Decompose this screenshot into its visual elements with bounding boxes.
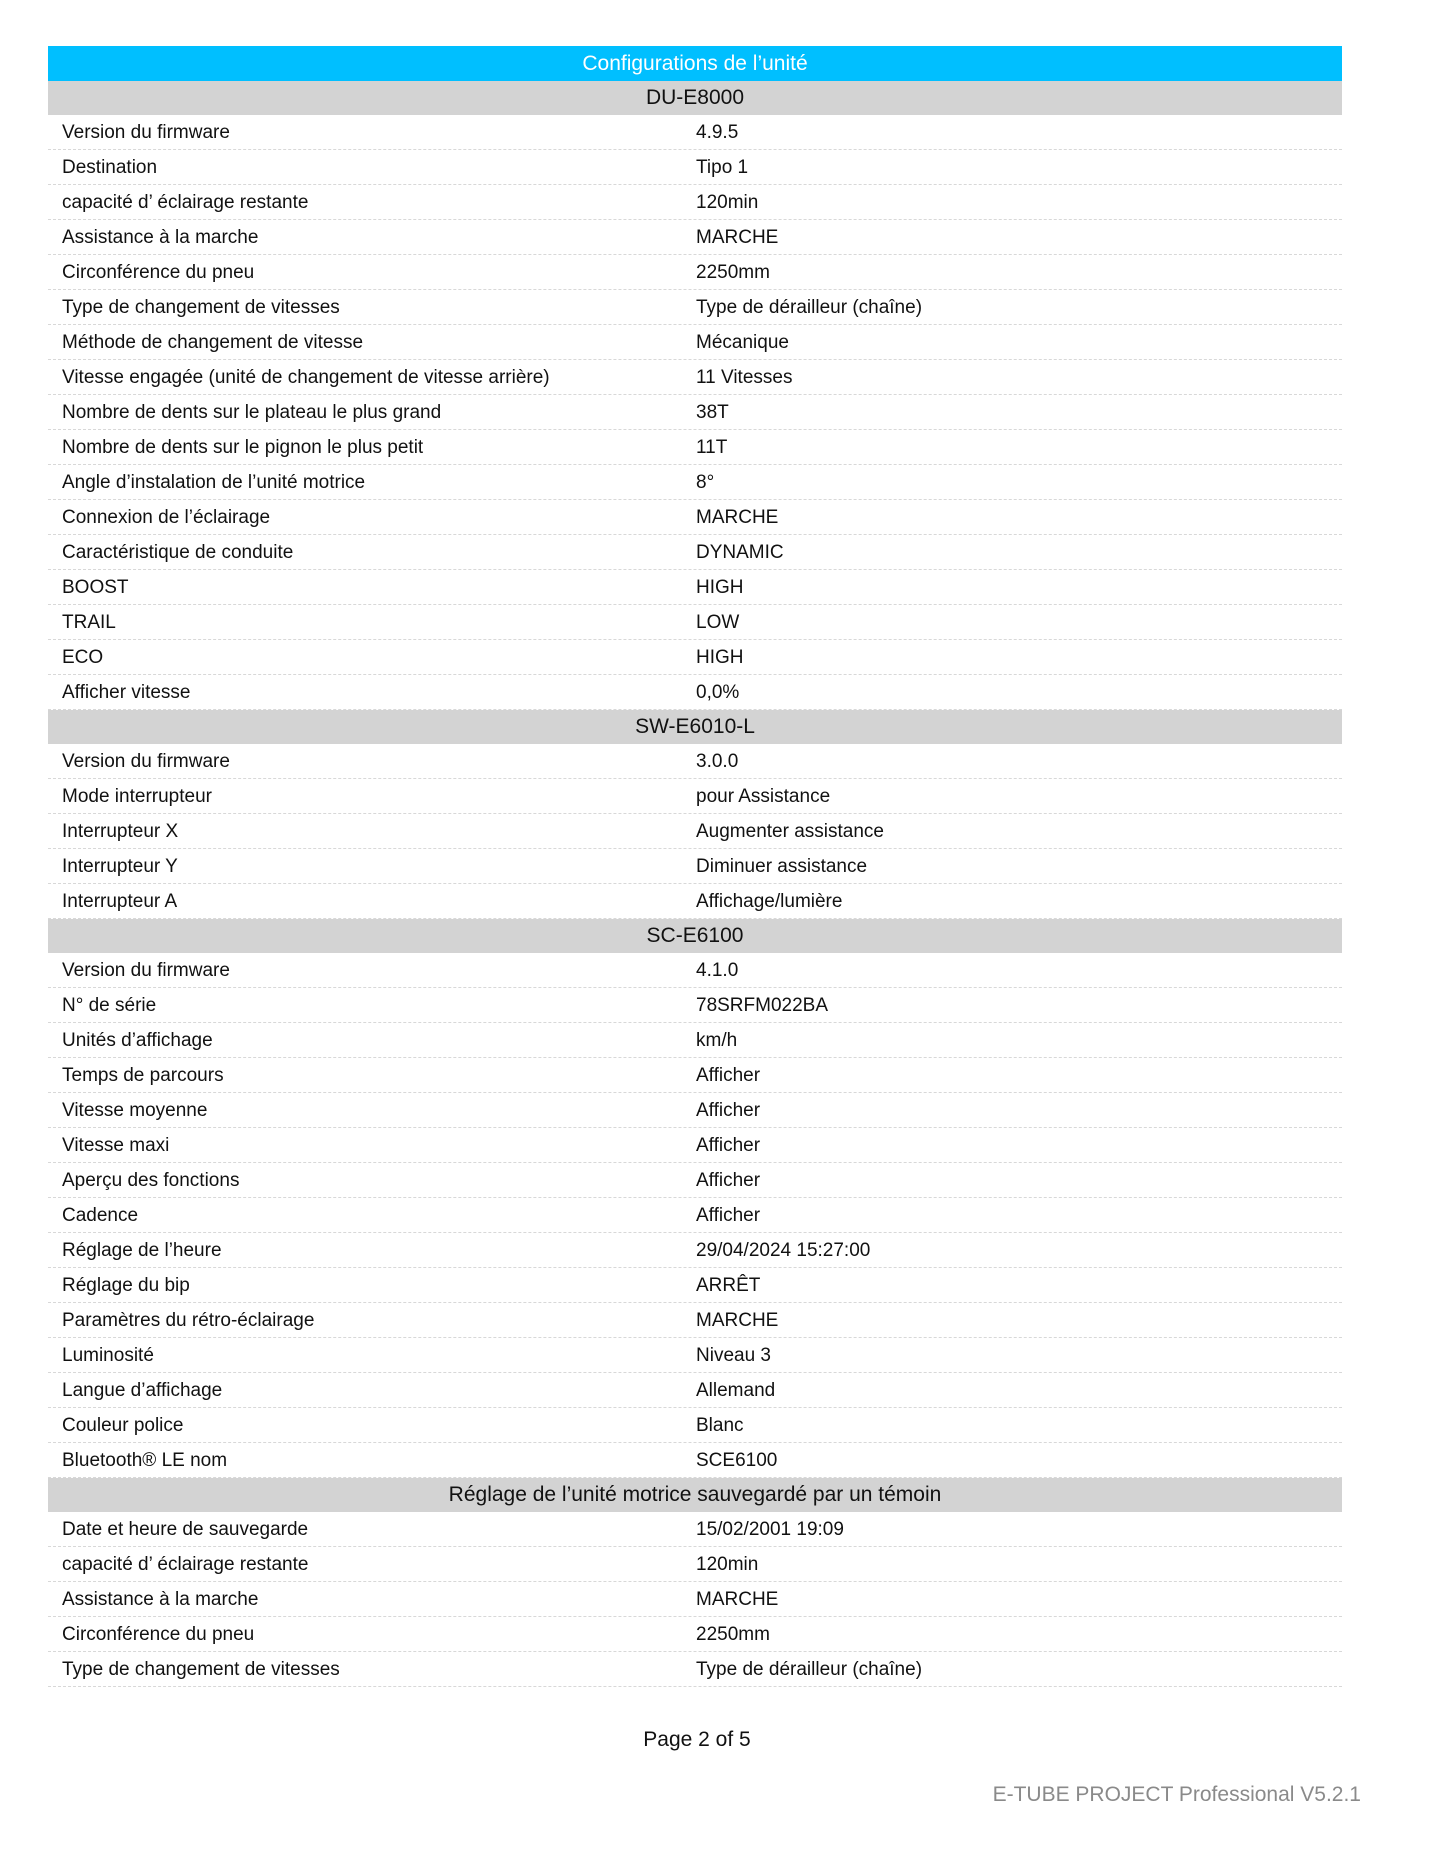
- table-row: [48, 1617, 1342, 1652]
- setting-label: Assistance à la marche: [62, 227, 259, 248]
- table-row: [48, 988, 1342, 1023]
- setting-label: Paramètres du rétro-éclairage: [62, 1310, 315, 1331]
- configuration-sheet: [48, 46, 1342, 1687]
- setting-value: Afficher: [696, 1170, 761, 1191]
- table-row: [48, 1373, 1342, 1408]
- app-version-label: E-TUBE PROJECT Professional V5.2.1: [992, 1783, 1361, 1806]
- table-row: [48, 1338, 1342, 1373]
- table-row: [48, 1093, 1342, 1128]
- setting-label: Cadence: [62, 1205, 139, 1226]
- setting-label: Afficher vitesse: [62, 682, 191, 703]
- section-header: Réglage de l’unité motrice sauvegardé par un témoin: [48, 1478, 1342, 1512]
- setting-value: Augmenter assistance: [696, 821, 884, 842]
- setting-value: 15/02/2001 19:09: [696, 1519, 844, 1540]
- setting-label: TRAIL: [62, 612, 116, 633]
- setting-label: Luminosité: [62, 1345, 154, 1366]
- setting-value: MARCHE: [696, 227, 779, 248]
- setting-label: Version du firmware: [62, 960, 230, 981]
- setting-value: 3.0.0: [696, 751, 739, 772]
- setting-label: Méthode de changement de vitesse: [62, 332, 364, 353]
- table-row: [48, 640, 1342, 675]
- setting-value: 29/04/2024 15:27:00: [696, 1240, 871, 1261]
- table-row: [48, 849, 1342, 884]
- setting-value: Diminuer assistance: [696, 856, 868, 877]
- setting-label: Vitesse engagée (unité de changement de vitesse arrière): [62, 367, 550, 388]
- setting-value: 78SRFM022BA: [696, 995, 829, 1016]
- table-row: [48, 325, 1342, 360]
- section-header: SW-E6010-L: [48, 710, 1342, 744]
- table-row: [48, 150, 1342, 185]
- table-row: [48, 1198, 1342, 1233]
- setting-label: Version du firmware: [62, 751, 230, 772]
- table-row: [48, 1512, 1342, 1547]
- setting-value: 4.1.0: [696, 960, 739, 981]
- table-row: [48, 675, 1342, 710]
- setting-label: Version du firmware: [62, 122, 230, 143]
- setting-value: 120min: [696, 192, 759, 213]
- setting-value: HIGH: [696, 647, 744, 668]
- table-row: [48, 1547, 1342, 1582]
- setting-label: Destination: [62, 157, 158, 178]
- table-row: [48, 1128, 1342, 1163]
- table-row: [48, 255, 1342, 290]
- table-row: [48, 360, 1342, 395]
- setting-label: Type de changement de vitesses: [62, 1659, 340, 1680]
- table-row: [48, 1408, 1342, 1443]
- table-row: [48, 1058, 1342, 1093]
- section-header: SC-E6100: [48, 919, 1342, 953]
- setting-value: DYNAMIC: [696, 542, 784, 563]
- setting-label: Date et heure de sauvegarde: [62, 1519, 309, 1540]
- setting-label: Interrupteur Y: [62, 856, 178, 877]
- table-row: [48, 814, 1342, 849]
- setting-label: N° de série: [62, 995, 157, 1016]
- setting-value: Afficher: [696, 1135, 761, 1156]
- setting-value: MARCHE: [696, 1589, 779, 1610]
- setting-label: Vitesse maxi: [62, 1135, 170, 1156]
- table-row: [48, 570, 1342, 605]
- setting-label: BOOST: [62, 577, 129, 598]
- table-row: [48, 185, 1342, 220]
- table-row: [48, 1163, 1342, 1198]
- table-row: [48, 1582, 1342, 1617]
- setting-value: km/h: [696, 1030, 738, 1051]
- table-row: [48, 395, 1342, 430]
- setting-value: HIGH: [696, 577, 744, 598]
- table-row: [48, 1303, 1342, 1338]
- setting-value: 11 Vitesses: [696, 367, 793, 388]
- setting-label: Temps de parcours: [62, 1065, 224, 1086]
- setting-label: Langue d’affichage: [62, 1380, 223, 1401]
- section-header: DU-E8000: [48, 81, 1342, 115]
- setting-label: Nombre de dents sur le pignon le plus petit: [62, 437, 424, 458]
- setting-label: Interrupteur X: [62, 821, 179, 842]
- setting-value: Niveau 3: [696, 1345, 771, 1366]
- setting-label: Bluetooth® LE nom: [62, 1450, 228, 1471]
- setting-value: 8°: [696, 472, 715, 493]
- table-row: [48, 1443, 1342, 1478]
- table-row: [48, 884, 1342, 919]
- setting-value: Allemand: [696, 1380, 776, 1401]
- table-row: [48, 953, 1342, 988]
- setting-value: MARCHE: [696, 1310, 779, 1331]
- setting-label: Vitesse moyenne: [62, 1100, 208, 1121]
- table-row: [48, 430, 1342, 465]
- table-row: [48, 1023, 1342, 1058]
- setting-label: Couleur police: [62, 1415, 184, 1436]
- setting-label: Mode interrupteur: [62, 786, 212, 807]
- setting-value: Afficher: [696, 1205, 761, 1226]
- setting-label: Unités d’affichage: [62, 1030, 213, 1051]
- setting-value: 38T: [696, 402, 729, 423]
- setting-value: Type de dérailleur (chaîne): [696, 297, 923, 318]
- table-row: [48, 535, 1342, 570]
- setting-value: pour Assistance: [696, 786, 831, 807]
- setting-label: Aperçu des fonctions: [62, 1170, 240, 1191]
- setting-value: SCE6100: [696, 1450, 778, 1471]
- table-row: [48, 500, 1342, 535]
- setting-label: Connexion de l’éclairage: [62, 507, 271, 528]
- setting-label: Angle d’instalation de l’unité motrice: [62, 472, 366, 493]
- setting-value: 120min: [696, 1554, 759, 1575]
- table-row: [48, 1268, 1342, 1303]
- setting-value: Afficher: [696, 1065, 761, 1086]
- table-row: [48, 115, 1342, 150]
- setting-value: 2250mm: [696, 262, 770, 283]
- setting-value: ARRÊT: [696, 1275, 761, 1296]
- setting-label: capacité d’ éclairage restante: [62, 1554, 309, 1575]
- table-row: [48, 1233, 1342, 1268]
- setting-value: Blanc: [696, 1415, 744, 1436]
- table-row: [48, 1652, 1342, 1687]
- table-row: [48, 779, 1342, 814]
- setting-value: LOW: [696, 612, 740, 633]
- setting-label: Type de changement de vitesses: [62, 297, 340, 318]
- table-row: [48, 220, 1342, 255]
- setting-value: 0,0%: [696, 682, 740, 703]
- table-row: [48, 465, 1342, 500]
- setting-label: Caractéristique de conduite: [62, 542, 294, 563]
- setting-value: Type de dérailleur (chaîne): [696, 1659, 923, 1680]
- setting-label: Assistance à la marche: [62, 1589, 259, 1610]
- sections-container: [48, 81, 1342, 1687]
- table-row: [48, 290, 1342, 325]
- setting-label: Circonférence du pneu: [62, 1624, 255, 1645]
- setting-label: ECO: [62, 647, 104, 668]
- setting-label: Nombre de dents sur le plateau le plus grand: [62, 402, 442, 423]
- setting-label: Interrupteur A: [62, 891, 178, 912]
- setting-value: 4.9.5: [696, 122, 739, 143]
- setting-label: capacité d’ éclairage restante: [62, 192, 309, 213]
- setting-value: 2250mm: [696, 1624, 770, 1645]
- setting-value: MARCHE: [696, 507, 779, 528]
- setting-value: Tipo 1: [696, 157, 749, 178]
- setting-label: Réglage du bip: [62, 1275, 190, 1296]
- table-row: [48, 605, 1342, 640]
- setting-value: Afficher: [696, 1100, 761, 1121]
- setting-label: Circonférence du pneu: [62, 262, 255, 283]
- setting-value: Mécanique: [696, 332, 789, 353]
- page-number: Page 2 of 5: [643, 1728, 751, 1751]
- setting-label: Réglage de l’heure: [62, 1240, 222, 1261]
- setting-value: 11T: [696, 437, 728, 458]
- table-row: [48, 744, 1342, 779]
- sheet-title: Configurations de l’unité: [48, 46, 1342, 81]
- setting-value: Affichage/lumière: [696, 891, 843, 912]
